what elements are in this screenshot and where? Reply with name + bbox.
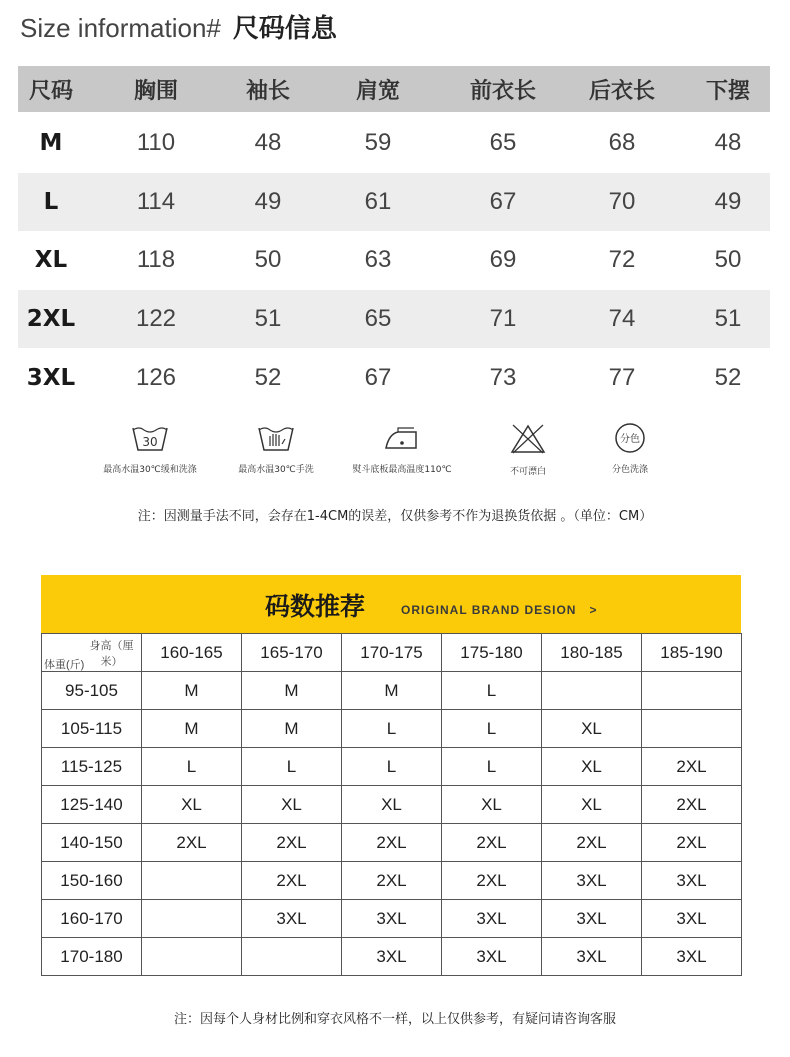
size-cell: 2XL <box>26 306 76 333</box>
header-cell: 尺码 <box>28 78 73 104</box>
height-header: 160-165 <box>142 634 242 672</box>
recommend-cell: 2XL <box>342 824 442 862</box>
size-cell: M <box>39 130 63 157</box>
table-cell: 70 <box>608 187 636 215</box>
header-cell: 肩宽 <box>355 78 400 104</box>
recommend-cell: 3XL <box>642 862 742 900</box>
page-title-en: Size information# <box>20 13 221 43</box>
table-row <box>42 672 742 710</box>
recommend-cell: M <box>142 672 242 710</box>
table-cell: 50 <box>254 246 282 274</box>
svg-text:分色: 分色 <box>620 434 640 445</box>
table-row <box>18 231 770 290</box>
recommend-cell: XL <box>242 786 342 824</box>
table-row <box>42 748 742 786</box>
weight-cell: 105-115 <box>42 710 142 748</box>
table-cell: 72 <box>608 246 636 274</box>
fit-note: 注：因每个人身材比例和穿衣风格不一样，以上仅供参考，有疑问请咨询客服 <box>173 1012 616 1027</box>
table-row <box>18 348 770 407</box>
measurement-note: 注：因测量手法不同，会存在1-4CM的误差，仅供参考不作为退换货依据 。（单位：CM） <box>137 509 653 524</box>
table-cell: 49 <box>714 187 742 215</box>
care-item <box>216 422 336 475</box>
table-cell: 118 <box>136 246 176 274</box>
size-information-table <box>18 66 770 407</box>
care-label: 最高水温30℃手洗 <box>238 465 314 475</box>
svg-text:30: 30 <box>142 435 158 449</box>
size-cell: 3XL <box>26 364 76 391</box>
recommend-cell: L <box>342 710 442 748</box>
recommend-cell <box>142 938 242 976</box>
table-cell: 68 <box>608 129 636 157</box>
table-cell: 49 <box>254 187 282 215</box>
table-cell: 73 <box>489 363 517 391</box>
care-instructions <box>90 422 690 484</box>
recommend-cell: 2XL <box>342 862 442 900</box>
recommend-cell: 2XL <box>242 824 342 862</box>
height-header: 185-190 <box>642 634 742 672</box>
header-cell: 胸围 <box>133 78 178 104</box>
size-recommendation <box>41 575 741 976</box>
height-header: 175-180 <box>442 634 542 672</box>
corner-cell <box>42 634 142 672</box>
table-cell: 71 <box>489 305 517 333</box>
size-table-header <box>18 66 770 112</box>
care-item <box>570 422 690 475</box>
care-label: 不可漂白 <box>509 467 546 477</box>
page-title-zh: 尺码信息 <box>232 14 337 44</box>
recommend-cell <box>142 900 242 938</box>
table-row <box>42 710 742 748</box>
recommend-cell <box>242 938 342 976</box>
recommend-cell: 2XL <box>642 786 742 824</box>
no-bleach-icon <box>508 422 548 456</box>
recommend-cell: XL <box>442 786 542 824</box>
table-cell: 52 <box>714 363 742 391</box>
height-header: 165-170 <box>242 634 342 672</box>
weight-cell: 115-125 <box>42 748 142 786</box>
size-cell: XL <box>34 247 68 274</box>
weight-cell: 170-180 <box>42 938 142 976</box>
recommend-cell: 2XL <box>542 824 642 862</box>
table-cell: 122 <box>135 305 177 333</box>
care-label: 分色洗涤 <box>611 465 648 475</box>
height-unit-label: 身高（厘米） <box>89 640 134 668</box>
wash-30-icon <box>130 422 170 454</box>
recommendation-title: 码数推荐 <box>265 592 366 621</box>
table-cell: 69 <box>489 246 517 274</box>
table-cell: 67 <box>489 187 517 215</box>
table-cell: 51 <box>254 305 282 333</box>
table-cell: 48 <box>254 129 282 157</box>
table-cell: 59 <box>364 129 392 157</box>
recommend-cell: 3XL <box>242 900 342 938</box>
recommend-cell: L <box>442 672 542 710</box>
weight-cell: 160-170 <box>42 900 142 938</box>
table-row <box>18 290 770 349</box>
care-label: 熨斗底板最高温度110℃ <box>352 465 452 475</box>
recommend-cell: 3XL <box>442 938 542 976</box>
table-cell: 50 <box>714 246 742 274</box>
recommend-cell: 3XL <box>342 900 442 938</box>
weight-cell: 125-140 <box>42 786 142 824</box>
recommend-cell: 3XL <box>442 900 542 938</box>
table-cell: 67 <box>364 363 392 391</box>
recommend-cell: 2XL <box>142 824 242 862</box>
table-cell: 52 <box>254 363 282 391</box>
header-cell: 袖长 <box>245 78 290 104</box>
recommend-cell: 3XL <box>542 938 642 976</box>
recommend-cell: XL <box>542 710 642 748</box>
recommend-cell: 3XL <box>342 938 442 976</box>
table-cell: 48 <box>714 129 742 157</box>
hand-wash-icon <box>256 422 296 454</box>
size-cell: L <box>43 188 59 215</box>
recommend-cell: 3XL <box>642 938 742 976</box>
recommend-cell: 2XL <box>442 862 542 900</box>
table-row <box>42 862 742 900</box>
recommend-cell: L <box>242 748 342 786</box>
recommend-cell: 3XL <box>542 900 642 938</box>
recommend-cell: XL <box>542 748 642 786</box>
weight-cell: 140-150 <box>42 824 142 862</box>
recommend-cell: M <box>142 710 242 748</box>
height-header: 170-175 <box>342 634 442 672</box>
table-row <box>42 938 742 976</box>
weight-cell: 150-160 <box>42 862 142 900</box>
recommend-cell <box>642 672 742 710</box>
recommend-cell: L <box>342 748 442 786</box>
table-cell: 114 <box>136 187 176 215</box>
table-row <box>18 114 770 173</box>
recommendation-table <box>41 633 742 976</box>
recommend-cell: XL <box>342 786 442 824</box>
care-item <box>90 422 210 475</box>
table-row <box>42 900 742 938</box>
page-title <box>20 8 337 45</box>
recommendation-subtitle: ORIGINAL BRAND DESION > <box>401 603 598 617</box>
table-cell: 77 <box>608 363 636 391</box>
table-cell: 110 <box>136 129 176 157</box>
table-cell: 65 <box>364 305 392 333</box>
table-cell: 63 <box>364 246 392 274</box>
recommend-cell: 2XL <box>642 748 742 786</box>
recommend-cell <box>542 672 642 710</box>
recommend-cell: 2XL <box>442 824 542 862</box>
recommend-cell: M <box>242 672 342 710</box>
recommend-cell: L <box>442 710 542 748</box>
table-row <box>18 173 770 232</box>
table-cell: 126 <box>135 363 177 391</box>
header-cell: 下摆 <box>705 78 750 104</box>
table-row <box>42 786 742 824</box>
table-row <box>42 824 742 862</box>
recommend-cell <box>142 862 242 900</box>
recommend-cell: 3XL <box>542 862 642 900</box>
recommend-cell: M <box>342 672 442 710</box>
recommend-cell: L <box>442 748 542 786</box>
iron-icon <box>380 422 424 454</box>
weight-unit-label: 体重(斤) <box>44 659 85 671</box>
recommendation-banner <box>41 575 741 633</box>
table-cell: 65 <box>489 129 517 157</box>
header-cell: 前衣长 <box>469 78 536 104</box>
height-header-row <box>42 634 742 672</box>
care-label: 最高水温30℃缓和洗涤 <box>103 465 197 475</box>
recommend-cell: XL <box>542 786 642 824</box>
table-cell: 61 <box>364 187 392 215</box>
separate-color-icon <box>612 422 648 454</box>
table-cell: 51 <box>714 305 742 333</box>
recommend-cell <box>642 710 742 748</box>
recommend-cell: M <box>242 710 342 748</box>
table-cell: 74 <box>608 305 636 333</box>
recommend-cell: XL <box>142 786 242 824</box>
recommend-cell: 2XL <box>642 824 742 862</box>
recommend-cell: L <box>142 748 242 786</box>
weight-cell: 95-105 <box>42 672 142 710</box>
care-item <box>342 422 462 475</box>
recommend-cell: 3XL <box>642 900 742 938</box>
height-header: 180-185 <box>542 634 642 672</box>
header-cell: 后衣长 <box>588 78 655 104</box>
recommend-cell: 2XL <box>242 862 342 900</box>
